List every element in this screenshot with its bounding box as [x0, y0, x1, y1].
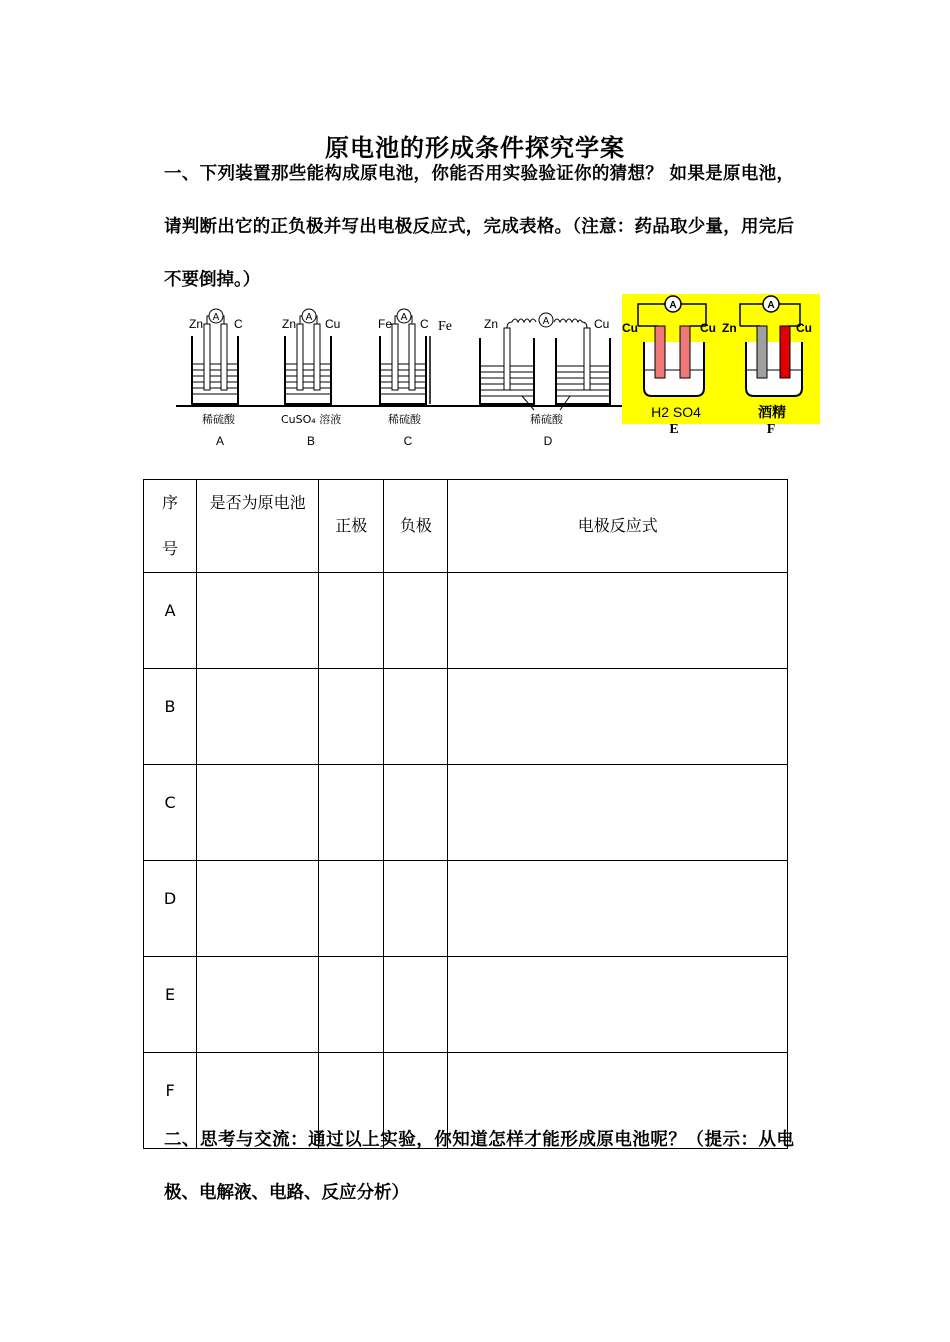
label-d: D	[543, 434, 553, 448]
meter-symbol: A	[542, 316, 550, 327]
header-negative: 负极	[384, 480, 448, 573]
table-row	[144, 573, 788, 669]
cell-positive[interactable]	[319, 765, 384, 861]
header-positive: 正极	[319, 480, 384, 573]
cell-negative[interactable]	[384, 573, 448, 669]
label-f: F	[766, 422, 776, 437]
row-id: E	[144, 957, 197, 1053]
label-a: A	[215, 434, 225, 448]
apparatus-a	[189, 309, 243, 448]
results-table	[143, 479, 788, 1149]
cell-reaction[interactable]	[448, 765, 788, 861]
header-is-cell: 是否为原电池	[197, 480, 319, 573]
electrode-left-d: Zn	[484, 317, 499, 331]
cell-reaction[interactable]	[448, 957, 788, 1053]
cell-is-cell[interactable]	[197, 669, 319, 765]
cell-negative[interactable]	[384, 861, 448, 957]
apparatus-c	[378, 309, 452, 448]
header-index: 序号	[144, 480, 197, 573]
solution-c: 稀硫酸	[388, 413, 421, 426]
apparatus-b	[281, 309, 341, 448]
cell-is-cell[interactable]	[197, 861, 319, 957]
electrode-left-a: Zn	[189, 317, 204, 331]
cell-positive[interactable]	[319, 861, 384, 957]
row-id: C	[144, 765, 197, 861]
cell-reaction[interactable]	[448, 573, 788, 669]
solution-e: H2 SO4	[651, 404, 701, 420]
row-id: F	[144, 1053, 197, 1149]
electrode-right-c: C	[420, 317, 429, 331]
meter-symbol: A	[305, 312, 313, 323]
cell-positive[interactable]	[319, 669, 384, 765]
cell-positive[interactable]	[319, 573, 384, 669]
side-label-c: Fe	[438, 319, 452, 334]
row-id: D	[144, 861, 197, 957]
solution-b: CuSO₄ 溶液	[281, 413, 342, 426]
electrode-left-c: Fe	[378, 317, 393, 331]
electrode-right-d: Cu	[594, 317, 610, 331]
electrode-right-f: Cu	[796, 321, 812, 335]
cell-reaction[interactable]	[448, 669, 788, 765]
section-1-instructions: 一、下列装置那些能构成原电池，你能否用实验验证你的猜想？ 如果是原电池，请判断出它的正负极并写出电极反应式，完成表格。（注意：药品取少量，用完后不要倒掉。）	[164, 164, 794, 290]
electrode-left-e: Cu	[622, 321, 638, 335]
label-c: C	[403, 434, 413, 448]
cell-is-cell[interactable]	[197, 573, 319, 669]
meter-symbol: A	[400, 312, 408, 323]
table-row	[144, 957, 788, 1053]
table-row	[144, 765, 788, 861]
page-title: 原电池的形成条件探究学案	[325, 133, 625, 162]
electrode-left-b: Zn	[282, 317, 297, 331]
cell-is-cell[interactable]	[197, 957, 319, 1053]
cell-negative[interactable]	[384, 957, 448, 1053]
header-reaction: 电极反应式	[448, 480, 788, 573]
meter-symbol: A	[212, 312, 220, 323]
solution-d: 稀硫酸	[530, 413, 563, 426]
apparatus-e-f-panel	[622, 294, 820, 437]
cell-reaction[interactable]	[448, 861, 788, 957]
electrode-right-a: C	[234, 317, 243, 331]
table-row	[144, 861, 788, 957]
electrode-right-e: Cu	[700, 321, 716, 335]
cell-positive[interactable]	[319, 957, 384, 1053]
electrode-left-f: Zn	[722, 321, 737, 335]
row-id: A	[144, 573, 197, 669]
apparatus-figure	[176, 292, 822, 452]
label-e: E	[669, 422, 679, 437]
label-b: B	[306, 434, 316, 448]
solution-a: 稀硫酸	[202, 413, 235, 426]
section-2-discussion: 二、思考与交流：通过以上实验，你知道怎样才能形成原电池呢？（提示：从电极、电解液、电路、反应分析）	[164, 1130, 794, 1203]
solution-f: 酒精	[758, 405, 786, 421]
cell-negative[interactable]	[384, 765, 448, 861]
electrode-right-b: Cu	[325, 317, 341, 331]
cell-negative[interactable]	[384, 669, 448, 765]
meter-symbol: A	[767, 300, 775, 311]
cell-is-cell[interactable]	[197, 765, 319, 861]
table-row	[144, 669, 788, 765]
table-header-row	[144, 480, 788, 573]
apparatus-d	[480, 313, 610, 448]
meter-symbol: A	[669, 300, 677, 311]
row-id: B	[144, 669, 197, 765]
